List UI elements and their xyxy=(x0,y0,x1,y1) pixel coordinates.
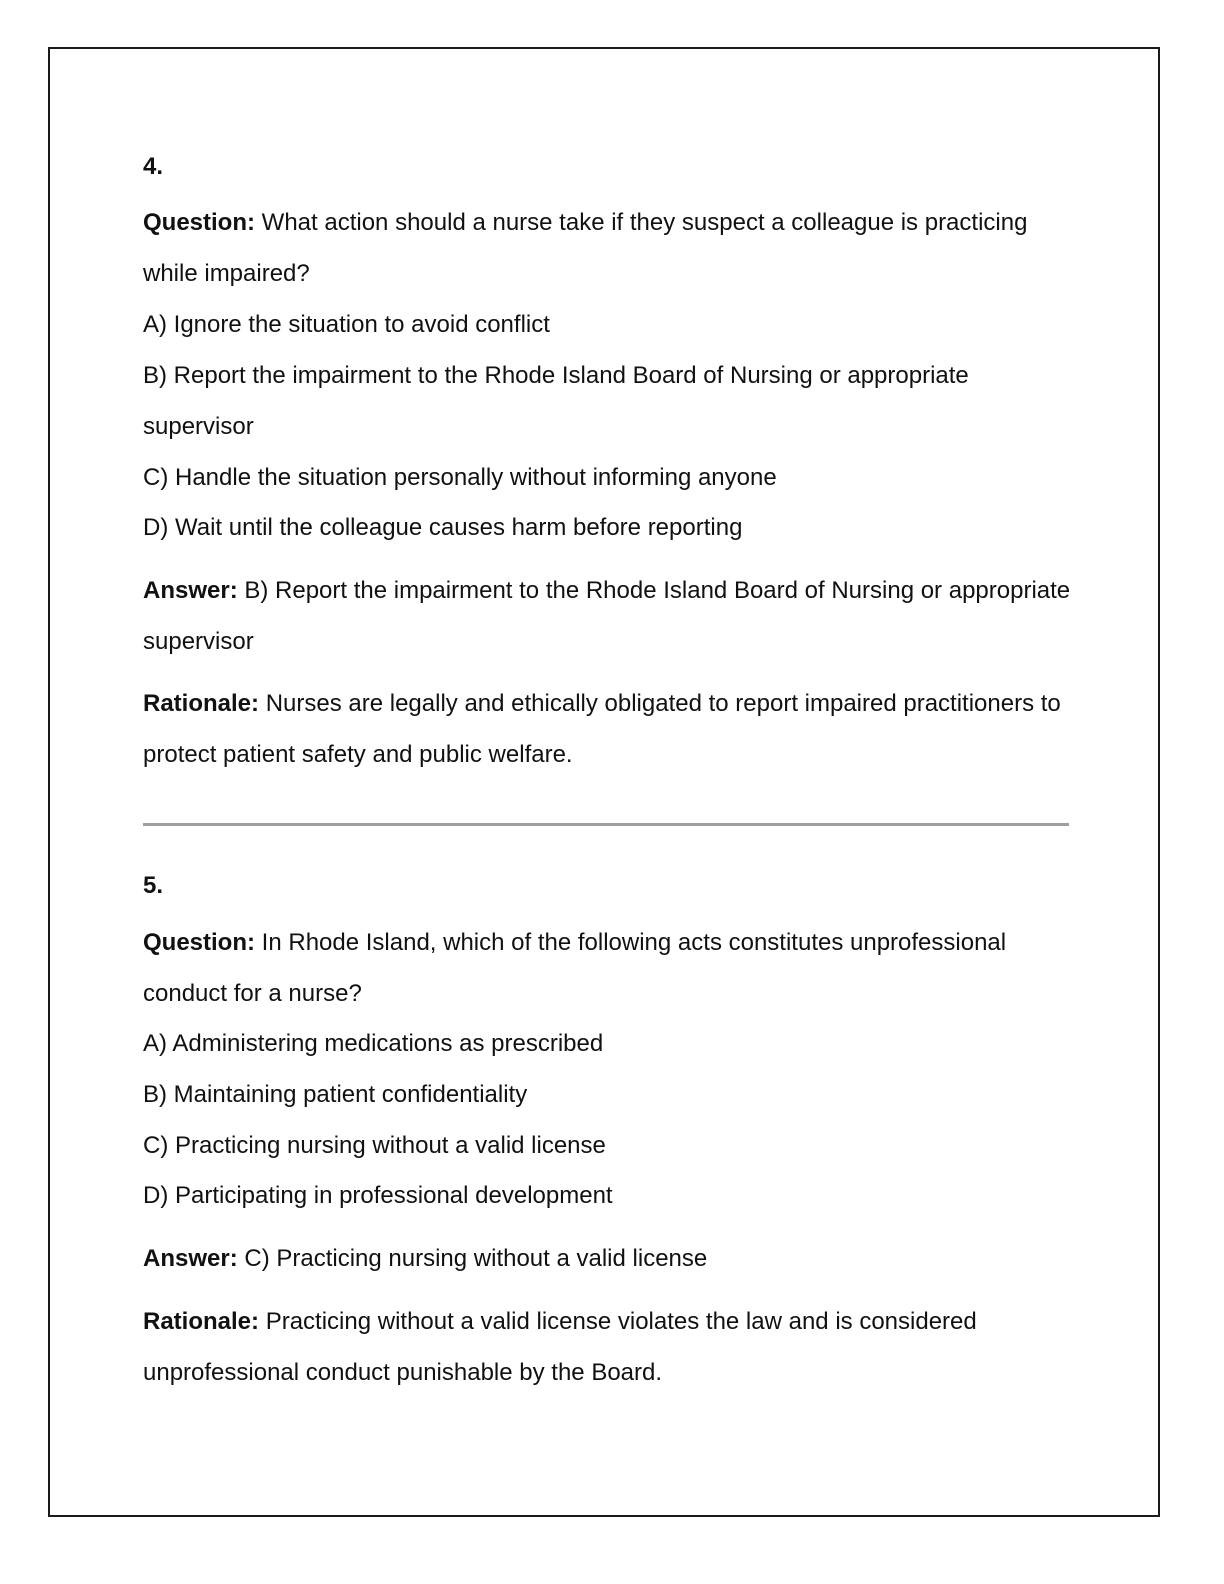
rationale-label: Rationale: xyxy=(143,690,260,717)
question-label: Question: xyxy=(143,209,255,236)
question-label: Question: xyxy=(143,929,255,956)
rationale-text xyxy=(143,1296,1078,1398)
question-body: In Rhode Island, which of the following acts constitutes unprofessional conduct for a nurse? xyxy=(143,929,1007,1007)
question-number: 4. xyxy=(143,153,164,180)
option-d: D) Participating in professional development xyxy=(143,1182,613,1209)
option-c: C) Handle the situation personally without informing anyone xyxy=(143,464,777,491)
rationale-label: Rationale: xyxy=(143,1308,260,1335)
question-body: What action should a nurse take if they suspect a colleague is practicing while impaired? xyxy=(143,209,1028,287)
answer-text xyxy=(143,1233,1078,1284)
answer-label: Answer: xyxy=(143,577,238,604)
section-divider xyxy=(143,823,1069,826)
option-c: C) Practicing nursing without a valid license xyxy=(143,1132,606,1159)
option-b: B) Report the impairment to the Rhode Island Board of Nursing or appropriate supervisor xyxy=(143,362,969,440)
option-a: A) Ignore the situation to avoid conflict xyxy=(143,311,550,338)
question-text xyxy=(143,197,1078,299)
rationale-text xyxy=(143,678,1078,780)
rationale-body: Nurses are legally and ethically obligated to report impaired practitioners to protect patient safety and public welfare. xyxy=(143,690,1061,768)
rationale-body: Practicing without a valid license violates the law and is considered unprofessional conduct punishable by the Board. xyxy=(143,1308,977,1386)
option-a: A) Administering medications as prescribed xyxy=(143,1030,604,1057)
answer-body: B) Report the impairment to the Rhode Island Board of Nursing or appropriate supervisor xyxy=(143,577,1071,655)
question-text xyxy=(143,917,1078,1019)
option-b: B) Maintaining patient confidentiality xyxy=(143,1081,528,1108)
answer-body: C) Practicing nursing without a valid license xyxy=(244,1245,708,1272)
option-d: D) Wait until the colleague causes harm before reporting xyxy=(143,514,743,541)
answer-label: Answer: xyxy=(143,1245,238,1272)
question-number: 5. xyxy=(143,872,164,899)
answer-text xyxy=(143,565,1078,667)
